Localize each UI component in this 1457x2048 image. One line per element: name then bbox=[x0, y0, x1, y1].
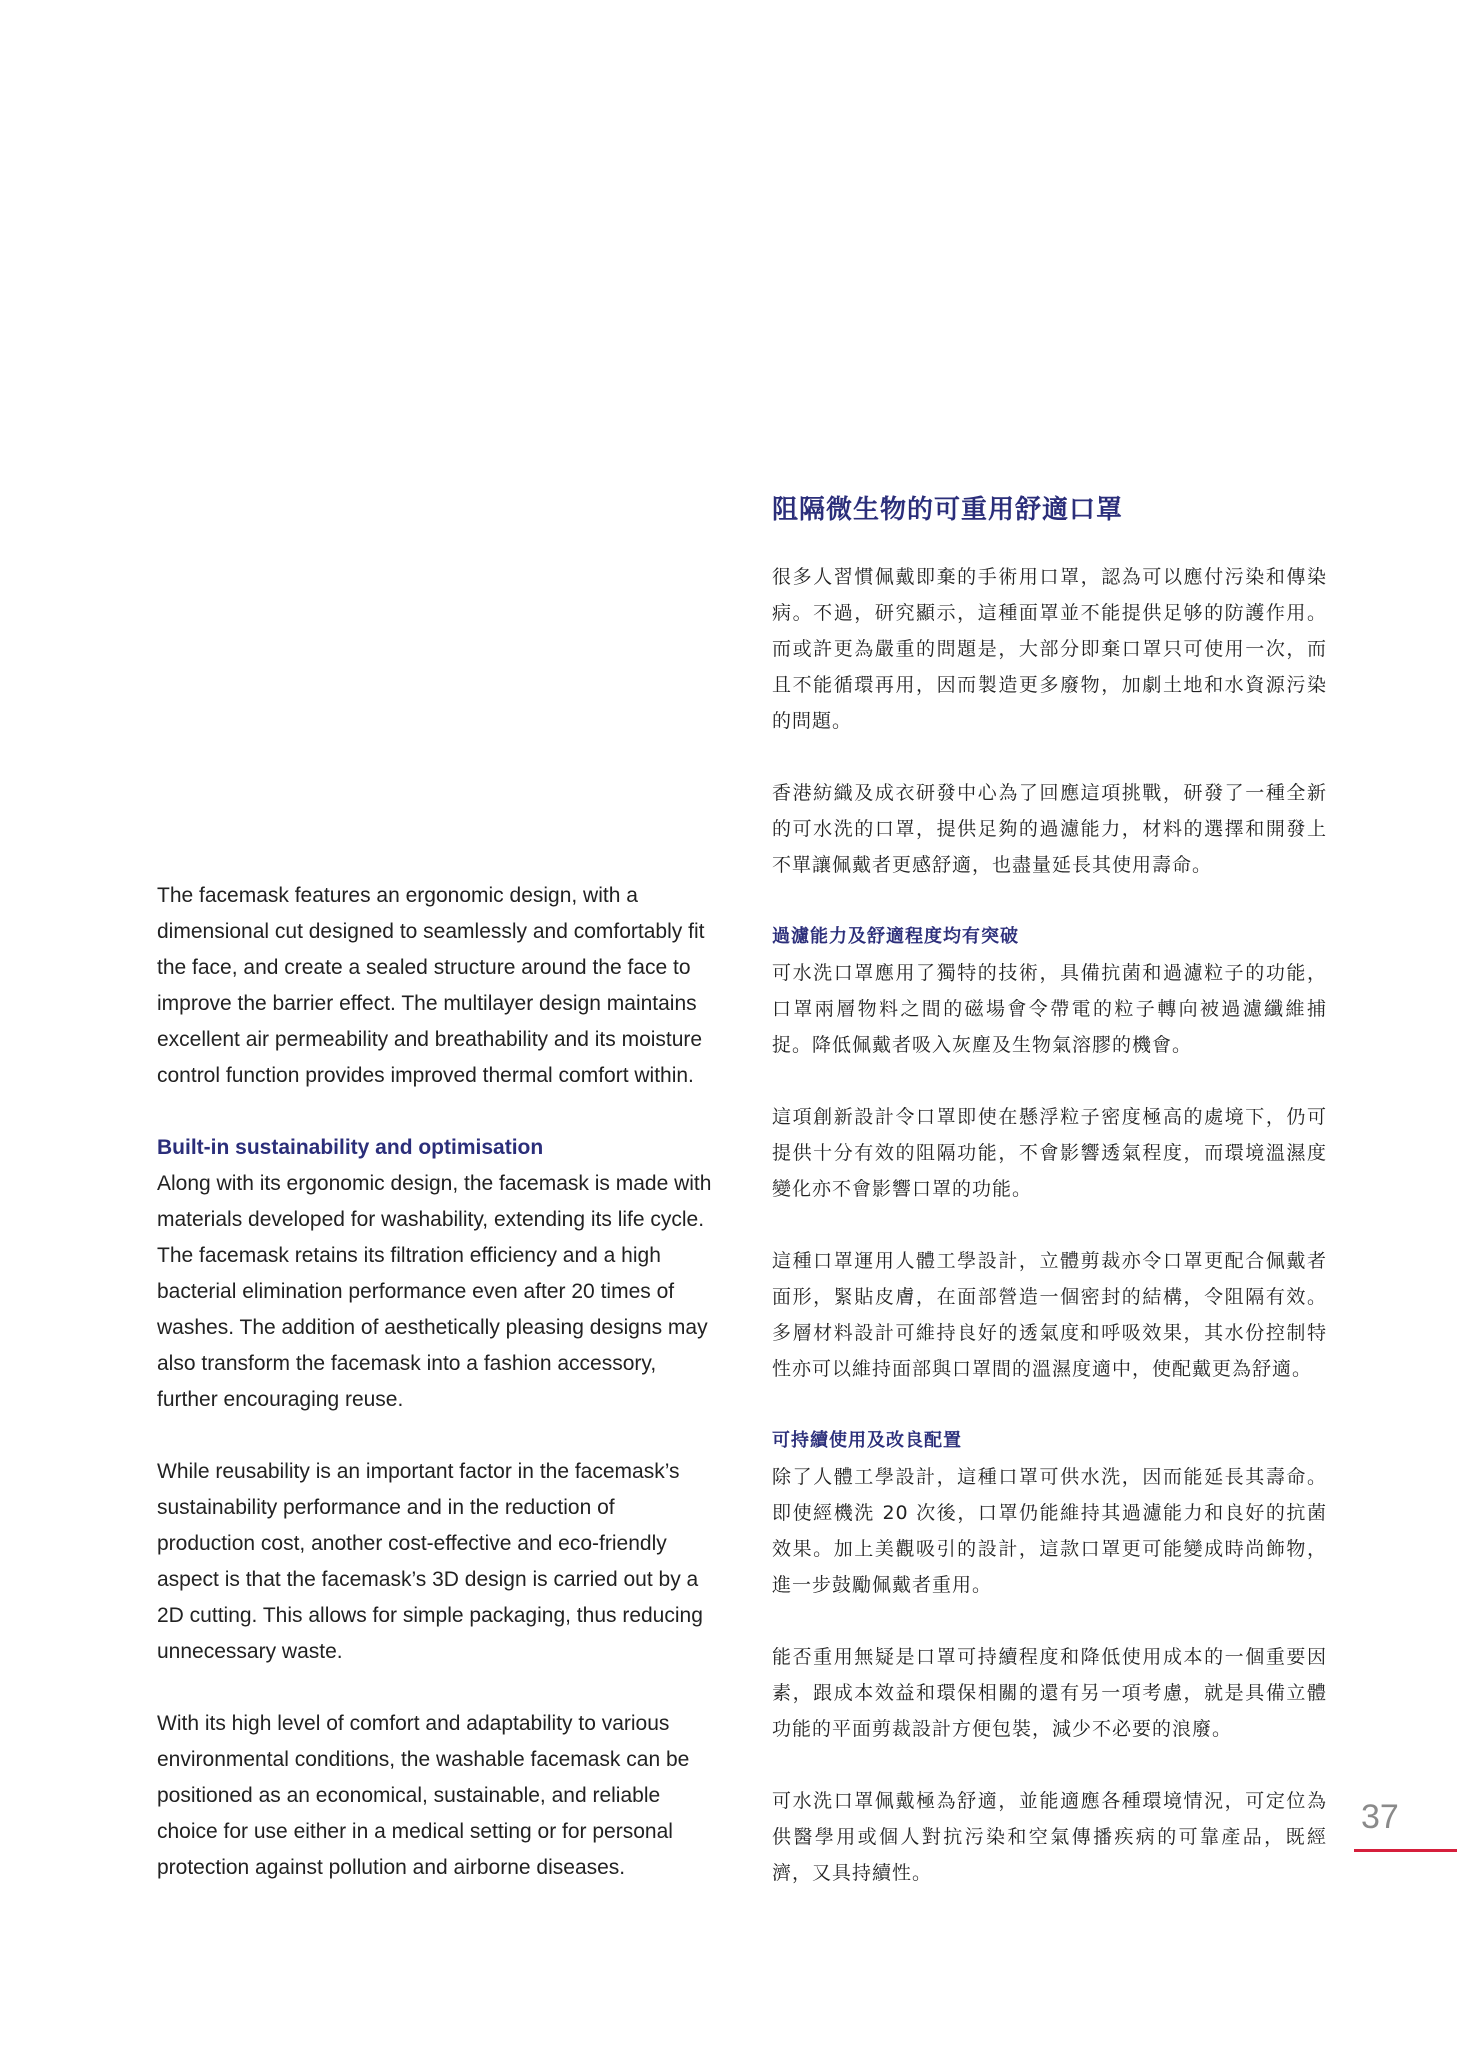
english-column bbox=[157, 878, 717, 1886]
chinese-page-title: 阻隔微生物的可重用舒適口罩 bbox=[772, 495, 1124, 525]
chinese-subheading-sustainability: 可持續使用及改良配置 bbox=[772, 1430, 962, 1451]
chinese-subheading-filtration: 過濾能力及舒適程度均有突破 bbox=[772, 926, 1019, 947]
english-paragraph-reusability: While reusability is an important factor in the facemask’s sustainability performance and in the reduction of production cost, another cost-effective and eco-friendly aspect is that the facemask’s 3D design is carried out by a 2D cutting. This allows for simple packaging, thus reducing unnecessary waste. bbox=[157, 1460, 703, 1663]
english-paragraph-washability: Along with its ergonomic design, the facemask is made with materials developed for washability, extending its life cycle. The facemask retains its filtration efficiency and a high bacterial elimination performance even after 20 times of washes. The addition of aesthetically pleasing designs may also transform the facemask into a fashion accessory, further encouraging reuse. bbox=[157, 1172, 712, 1411]
chinese-paragraph-8: 可水洗口罩佩戴極為舒適，並能適應各種環境情況，可定位為供醫學用或個人對抗污染和空氣傳播疾病的可靠產品，既經濟，又具持續性。 bbox=[772, 1790, 1327, 1884]
chinese-paragraph-6: 除了人體工學設計，這種口罩可供水洗，因而能延長其壽命。即使經機洗 20 次後，口罩仍能維持其過濾能力和良好的抗菌效果。加上美觀吸引的設計，這款口罩更可能變成時尚飾物，進一步鼓勵佩戴者重用。 bbox=[772, 1466, 1327, 1596]
page-number: 37 bbox=[1361, 1798, 1399, 1836]
chinese-paragraph-1: 很多人習慣佩戴即棄的手術用口罩，認為可以應付污染和傳染病。不過，研究顯示，這種面罩並不能提供足够的防護作用。而或許更為嚴重的問題是，大部分即棄口罩只可使用一次，而且不能循環再用，因而製造更多廢物，加劇土地和水資源污染的問題。 bbox=[772, 566, 1327, 732]
chinese-paragraph-3: 可水洗口罩應用了獨特的技術，具備抗菌和過濾粒子的功能，口罩兩層物料之間的磁場會令帶電的粒子轉向被過濾纖維捕捉。降低佩戴者吸入灰塵及生物氣溶膠的機會。 bbox=[772, 962, 1327, 1056]
chinese-column bbox=[772, 492, 1327, 1891]
chinese-paragraph-5: 這種口罩運用人體工學設計，立體剪裁亦令口罩更配合佩戴者面形，緊貼皮膚，在面部營造一個密封的結構，令阻隔有效。多層材料設計可維持良好的透氣度和呼吸效果，其水份控制特性亦可以維持面部與口罩間的溫濕度適中，使配戴更為舒適。 bbox=[772, 1250, 1327, 1380]
english-paragraph-conclusion: With its high level of comfort and adaptability to various environmental conditions, the washable facemask can be positioned as an economical, sustainable, and reliable choice for use either in a medical setting or for personal protection against pollution and airborne diseases. bbox=[157, 1712, 690, 1879]
english-paragraph-intro: The facemask features an ergonomic design, with a dimensional cut designed to seamlessly and comfortably fit the face, and create a sealed structure around the face to improve the barrier effect. The multilayer design maintains excellent air permeability and breathability and its moisture control function provides improved thermal comfort within. bbox=[157, 884, 705, 1087]
chinese-paragraph-2: 香港紡織及成衣研發中心為了回應這項挑戰，研發了一種全新的可水洗的口罩，提供足夠的過濾能力，材料的選擇和開發上不單讓佩戴者更感舒適，也盡量延長其使用壽命。 bbox=[772, 782, 1327, 876]
english-subheading-sustainability: Built-in sustainability and optimisation bbox=[157, 1136, 544, 1159]
chinese-paragraph-4: 這項創新設計令口罩即使在懸浮粒子密度極高的處境下，仍可提供十分有效的阻隔功能，不會影響透氣程度，而環境溫濕度變化亦不會影響口罩的功能。 bbox=[772, 1106, 1327, 1200]
chinese-paragraph-7: 能否重用無疑是口罩可持續程度和降低使用成本的一個重要因素，跟成本效益和環保相關的還有另一項考慮，就是具備立體功能的平面剪裁設計方便包裝，減少不必要的浪廢。 bbox=[772, 1646, 1327, 1740]
page-number-accent-rule bbox=[1354, 1849, 1457, 1852]
